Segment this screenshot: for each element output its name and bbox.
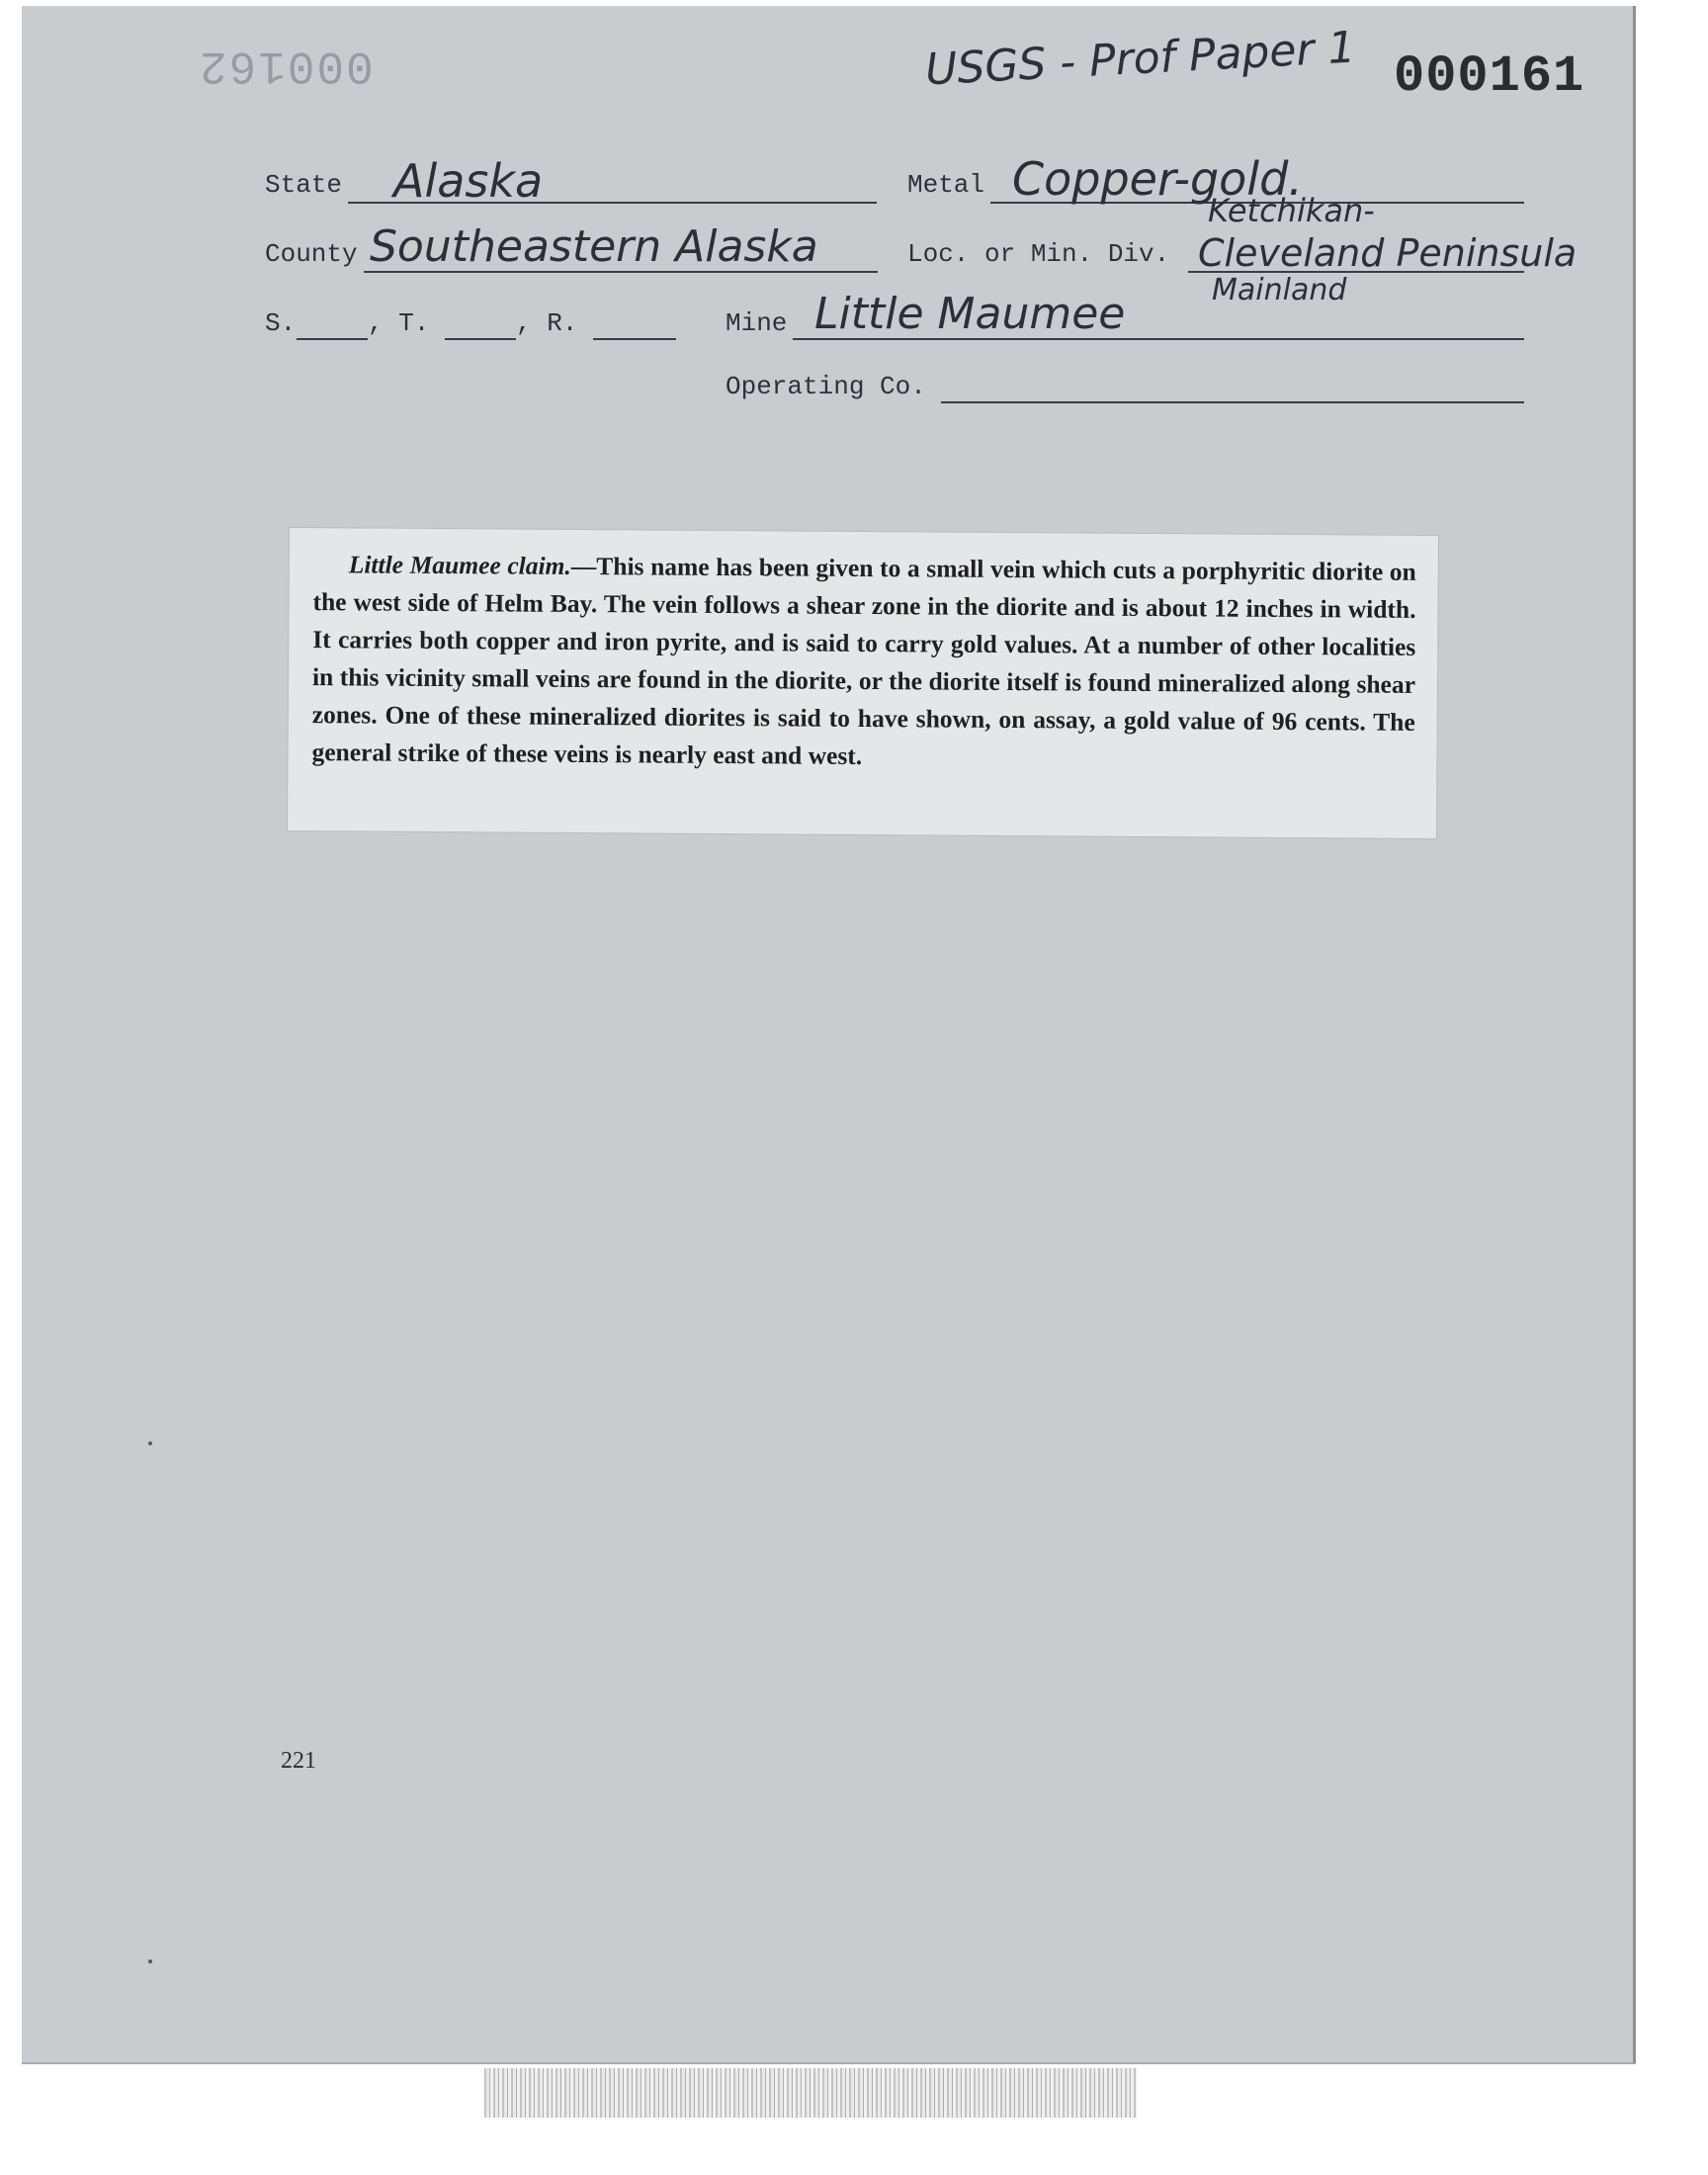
- operating-co-label: Operating Co.: [726, 372, 926, 401]
- speck: [148, 1441, 152, 1445]
- range-label: , R.: [516, 308, 578, 338]
- loc-label: Loc. or Min. Div.: [907, 239, 1170, 269]
- pasted-text-clipping: [288, 528, 1438, 838]
- loc-value-line3: Mainland: [1212, 273, 1347, 307]
- scan-artifact-strip: [484, 2068, 1137, 2118]
- section-line: [297, 338, 368, 340]
- clipping-paragraph: [288, 528, 1438, 779]
- range-line: [593, 338, 676, 340]
- speck: [148, 1959, 152, 1963]
- stamped-number: 000161: [1394, 47, 1585, 106]
- state-value: Alaska: [393, 154, 544, 208]
- clipping-lead: Little Maumee claim.: [348, 550, 571, 580]
- metal-label: Metal: [907, 170, 985, 200]
- mine-label: Mine: [726, 308, 788, 338]
- metal-value: Copper-gold.: [1012, 152, 1303, 206]
- section-label: S.: [265, 308, 297, 338]
- loc-value-line1: Ketchikan-: [1208, 192, 1375, 229]
- operating-co-line: [941, 401, 1524, 403]
- mine-value: Little Maumee: [814, 289, 1126, 339]
- county-label: County: [265, 239, 358, 269]
- township-line: [445, 338, 516, 340]
- township-label: , T.: [368, 308, 430, 338]
- county-value: Southeastern Alaska: [370, 221, 818, 272]
- document-sheet: [22, 6, 1636, 2064]
- mirrored-bleedthrough-number: 000162: [198, 40, 374, 91]
- clipping-body: —This name has been given to a small vein which cuts a porphyritic diorite on the west side of Helm Bay. The vein follows a shear zone in the diorite and is about 12 inches in width. It carries both copper and iron pyrite, and is said to carry gold values. At a number of other localities in this vicinity small veins are found in the diorite, or the diorite itself is found mineralized along shear zones. One of these mineralized diorites is said to have shown, on assay, a gold value of 96 cents. The general strike of these veins is nearly east and west.: [311, 551, 1416, 770]
- page-number: 221: [281, 1748, 316, 1774]
- loc-value-line2: Cleveland Peninsula: [1198, 231, 1578, 275]
- handwritten-reference: USGS - Prof Paper 1: [923, 22, 1357, 96]
- state-label: State: [265, 170, 343, 200]
